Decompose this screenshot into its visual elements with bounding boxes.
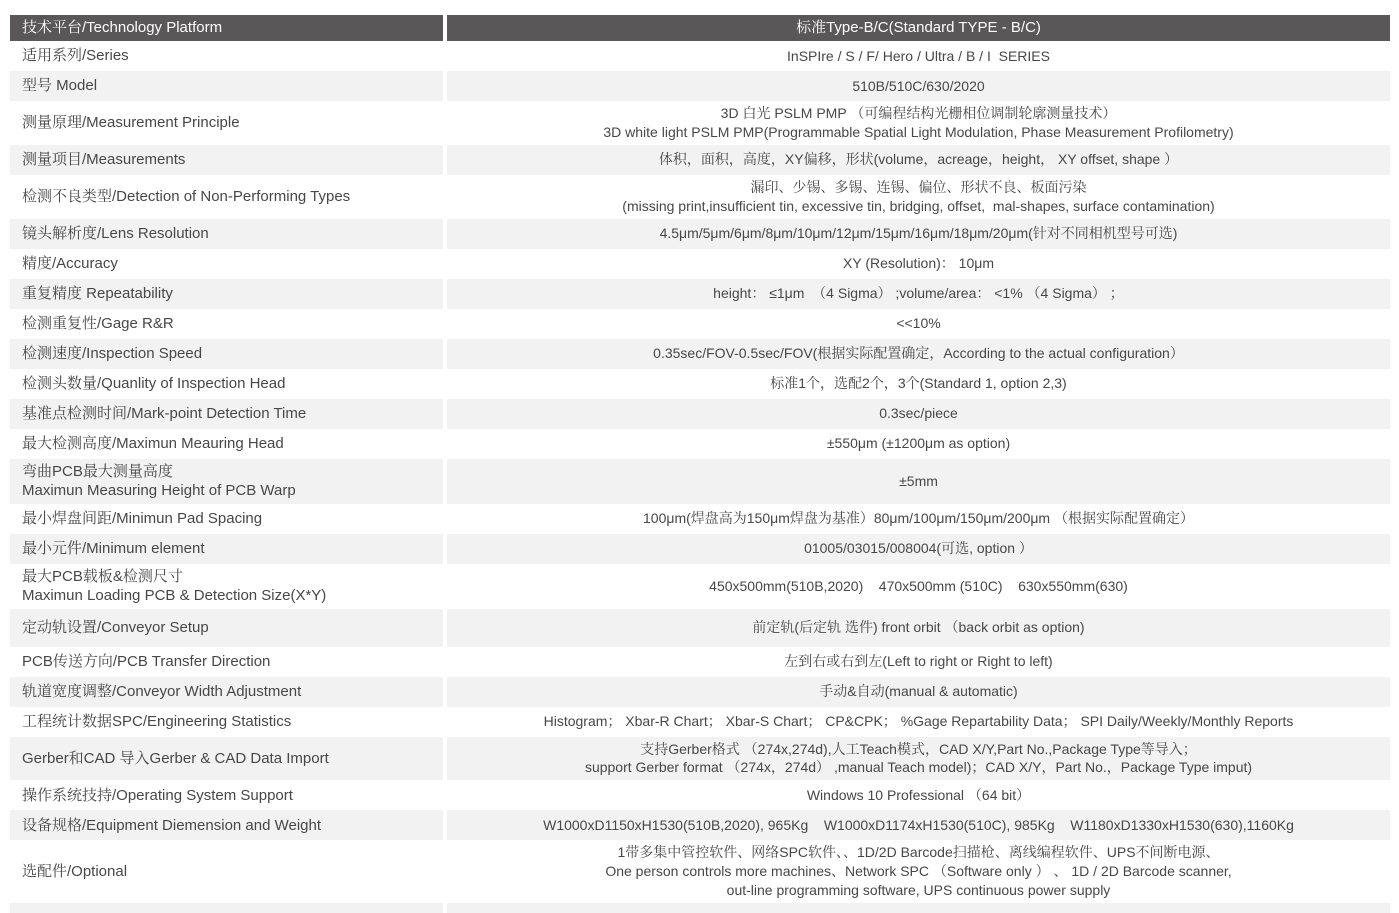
- row-value-line: out-line programming software, UPS continuous power supply: [726, 882, 1111, 899]
- row-label-cell: [10, 647, 443, 677]
- row-value-line: 4.5μm/5μm/6μm/8μm/10μm/12μm/15μm/16μm/18μm/20μm(针对不同相机型号可选): [659, 225, 1178, 242]
- row-label-line: 基准点检测时间/Mark-point Detection Time: [22, 404, 307, 422]
- row-label-cell: [10, 175, 443, 219]
- row-value-line: 体积，面积，高度，XY偏移，形状(volume，acreage，height， XY offset, shape ）: [658, 151, 1179, 168]
- row-label-cell: [10, 41, 443, 71]
- row-label-cell: [10, 780, 443, 810]
- row-value-cell: [447, 41, 1390, 71]
- table-row: [10, 41, 1390, 71]
- row-label-line: Maximun Loading PCB & Detection Size(X*Y): [22, 587, 327, 605]
- header-value-cell: 标准Type-B/C(Standard TYPE - B/C): [447, 15, 1390, 41]
- spec-table: [10, 15, 1390, 913]
- partial-next-row: [10, 903, 1390, 913]
- row-label-line: 适用系列/Series: [22, 47, 129, 65]
- row-value-cell: [447, 71, 1390, 101]
- row-label-cell: [10, 399, 443, 429]
- row-value-line: height： ≤1μm （4 Sigma） ;volume/area： <1% （4 Sigma） ；: [713, 285, 1124, 302]
- table-row: [10, 429, 1390, 459]
- row-label-cell: [10, 677, 443, 707]
- table-row: [10, 459, 1390, 504]
- row-label-line: 型号 Model: [22, 77, 98, 95]
- header-label-cell: 技术平台/Technology Platform: [10, 15, 443, 41]
- table-row: [10, 339, 1390, 369]
- table-row: [10, 564, 1390, 609]
- row-label-line: 检测重复性/Gage R&R: [22, 314, 174, 332]
- row-value-line: 3D 白光 PSLM PMP （可编程结构光栅相位调制轮廓测量技术）: [720, 105, 1117, 121]
- row-value-line: Windows 10 Professional （64 bit）: [806, 786, 1031, 803]
- row-label-line: 工程统计数据SPC/Engineering Statistics: [22, 712, 292, 730]
- table-row: [10, 145, 1390, 175]
- row-label-line: 测量原理/Measurement Principle: [22, 114, 240, 132]
- table-row: [10, 369, 1390, 399]
- table-body: [10, 41, 1390, 903]
- row-value-line: ±550μm (±1200μm as option): [826, 435, 1011, 452]
- table-header-row: [10, 15, 1390, 41]
- row-value-cell: [447, 780, 1390, 810]
- row-label-cell: [10, 564, 443, 609]
- row-value-cell: [447, 504, 1390, 534]
- partial-value-cell: [447, 903, 1390, 913]
- row-label-cell: [10, 504, 443, 534]
- row-value-line: <<10%: [896, 315, 941, 332]
- row-value-line: 100μm(焊盘高为150μm焊盘为基准）80μm/100μm/150μm/200μm （根据实际配置确定）: [643, 510, 1194, 527]
- row-value-cell: [447, 564, 1390, 609]
- row-label-line: 弯曲PCB最大测量高度: [22, 462, 173, 480]
- row-value-cell: [447, 810, 1390, 840]
- table-row: [10, 71, 1390, 101]
- row-value-cell: [447, 429, 1390, 459]
- row-value-cell: [447, 459, 1390, 504]
- row-value-line: 0.3sec/piece: [879, 405, 958, 422]
- row-value-cell: [447, 369, 1390, 399]
- row-value-line: One person controls more machines、Network SPC （Software only ） 、 1D / 2D Barcode scanner,: [605, 863, 1232, 880]
- row-label-line: 最大PCB载板&检测尺寸: [22, 567, 183, 585]
- row-label-line: 设备规格/Equipment Diemension and Weight: [22, 816, 322, 834]
- row-value-cell: [447, 309, 1390, 339]
- row-label-line: 轨道宽度调整/Conveyor Width Adjustment: [22, 682, 302, 700]
- row-label-line: 检测头数量/Quanlity of Inspection Head: [22, 374, 286, 392]
- row-label-cell: [10, 840, 443, 903]
- row-value-cell: [447, 647, 1390, 677]
- row-value-cell: [447, 677, 1390, 707]
- row-value-line: 标准1个，选配2个，3个(Standard 1, option 2,3): [770, 375, 1067, 392]
- row-value-line: W1000xD1150xH1530(510B,2020), 965Kg W1000xD1174xH1530(510C), 985Kg W1180xD1330xH1530(630),1160Kg: [543, 816, 1294, 833]
- row-value-line: Histogram； Xbar-R Chart； Xbar-S Chart； CP&CPK； %Gage Repartability Data； SPI Daily/Weekly/Monthly Reports: [543, 713, 1294, 730]
- row-label-line: 操作系统技持/Operating System Support: [22, 786, 293, 804]
- row-value-line: ±5mm: [899, 472, 938, 489]
- table-row: [10, 279, 1390, 309]
- row-value-line: 1带多集中管控软件、网络SPC软件、、1D/2D Barcode扫描枪、离线编程软件、UPS不间断电源、: [617, 844, 1220, 861]
- row-value-cell: [447, 707, 1390, 737]
- table-row: [10, 810, 1390, 840]
- row-label-line: PCB传送方向/PCB Transfer Direction: [22, 652, 271, 670]
- row-value-cell: [447, 219, 1390, 249]
- table-row: [10, 609, 1390, 647]
- table-row: [10, 309, 1390, 339]
- row-label-line: 镜头解析度/Lens Resolution: [22, 224, 209, 242]
- row-value-line: 手动&自动(manual & automatic): [819, 683, 1018, 700]
- row-value-cell: [447, 339, 1390, 369]
- row-label-line: 最小元件/Minimum element: [22, 539, 205, 557]
- row-value-line: 01005/03015/008004(可选, option ）: [804, 540, 1033, 557]
- table-row: [10, 647, 1390, 677]
- row-label-cell: [10, 609, 443, 647]
- row-value-line: 0.35sec/FOV-0.5sec/FOV(根据实际配置确定，According to the actual configuration）: [653, 345, 1184, 362]
- row-label-cell: [10, 219, 443, 249]
- table-row: [10, 101, 1390, 145]
- row-label-cell: [10, 810, 443, 840]
- row-label-line: 最大检测高度/Maximun Meauring Head: [22, 434, 284, 452]
- row-label-cell: [10, 429, 443, 459]
- row-label-line: 精度/Accuracy: [22, 254, 118, 272]
- row-label-cell: [10, 737, 443, 781]
- row-value-line: 左到右或右到左(Left to right or Right to left): [784, 653, 1053, 670]
- row-value-line: 510B/510C/630/2020: [852, 77, 985, 94]
- row-value-line: (missing print,insufficient tin, excessive tin, bridging, offset, mal-shapes, surface contamination): [622, 197, 1215, 214]
- row-label-line: 选配件/Optional: [22, 862, 128, 880]
- row-value-cell: [447, 279, 1390, 309]
- table-row: [10, 677, 1390, 707]
- row-value-line: 450x500mm(510B,2020) 470x500mm (510C) 630x550mm(630): [709, 577, 1128, 594]
- row-label-cell: [10, 534, 443, 564]
- row-value-line: 漏印、少锡、多锡、连锡、偏位、形状不良、板面污染: [750, 178, 1087, 195]
- row-label-cell: [10, 707, 443, 737]
- table-row: [10, 175, 1390, 219]
- table-row: [10, 399, 1390, 429]
- table-row: [10, 780, 1390, 810]
- row-label-cell: [10, 459, 443, 504]
- table-row: [10, 504, 1390, 534]
- row-label-cell: [10, 101, 443, 145]
- row-label-line: Maximun Measuring Height of PCB Warp: [22, 482, 296, 500]
- row-label-line: 定动轨设置/Conveyor Setup: [22, 618, 209, 636]
- table-row: [10, 840, 1390, 903]
- row-value-line: 支持Gerber格式 （274x,274d),人工Teach模式，CAD X/Y,Part No.,Package Type等导入；: [640, 740, 1197, 757]
- row-value-cell: [447, 534, 1390, 564]
- row-value-cell: [447, 609, 1390, 647]
- row-value-line: InSPIre / S / F/ Hero / Ultra / B / I SERIES: [787, 47, 1050, 64]
- row-value-line: 前定轨(后定轨 选件) front orbit （back orbit as option): [752, 619, 1085, 636]
- row-label-cell: [10, 339, 443, 369]
- row-label-cell: [10, 369, 443, 399]
- table-row: [10, 534, 1390, 564]
- row-label-cell: [10, 279, 443, 309]
- row-value-cell: [447, 840, 1390, 903]
- row-label-line: 检测不良类型/Detection of Non-Performing Types: [22, 187, 351, 205]
- row-value-cell: [447, 399, 1390, 429]
- partial-label-cell: [10, 903, 443, 913]
- table-row: [10, 249, 1390, 279]
- table-row: [10, 219, 1390, 249]
- row-value-cell: [447, 737, 1390, 781]
- row-label-line: 重复精度 Repeatability: [22, 284, 173, 302]
- row-label-cell: [10, 145, 443, 175]
- row-label-line: 测量项目/Measurements: [22, 151, 186, 169]
- row-value-line: XY (Resolution)： 10μm: [843, 255, 994, 272]
- row-value-line: support Gerber format （274x，274d） ,manual Teach model)；CAD X/Y，Part No.，Package Type imput): [584, 759, 1253, 776]
- row-label-line: 最小焊盘间距/Minimun Pad Spacing: [22, 509, 263, 527]
- row-value-cell: [447, 249, 1390, 279]
- row-label-cell: [10, 249, 443, 279]
- row-value-cell: [447, 145, 1390, 175]
- row-value-line: 3D white light PSLM PMP(Programmable Spatial Light Modulation, Phase Measurement Profilometry): [603, 123, 1234, 140]
- row-label-line: Gerber和CAD 导入Gerber & CAD Data Import: [22, 749, 329, 767]
- table-row: [10, 707, 1390, 737]
- row-value-cell: [447, 101, 1390, 145]
- row-label-cell: [10, 309, 443, 339]
- row-value-cell: [447, 175, 1390, 219]
- row-label-line: 检测速度/Inspection Speed: [22, 344, 203, 362]
- table-row: [10, 737, 1390, 781]
- row-label-cell: [10, 71, 443, 101]
